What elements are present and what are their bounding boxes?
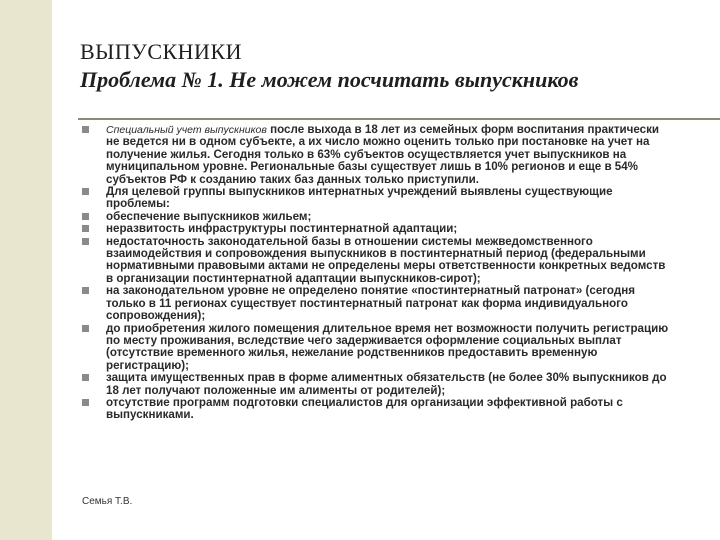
bullet-item [82, 323, 672, 373]
title-divider [78, 118, 720, 120]
left-decor-stripe [0, 0, 52, 540]
bullet-text: защита имущественных прав в форме алиментных обязательств (не более 30% выпускников до 18 лет получают положенные им алименты от родителей); [106, 371, 667, 397]
bullet-text: до приобретения жилого помещения длительное время нет возможности получить регистрацию по месту проживания, вследствие чего задерживается оформление социальных выплат (отсутствие временного жилья, нежелание родственников предоставить временную регистрацию); [106, 321, 669, 372]
bullet-item [82, 285, 672, 322]
bullet-text: неразвитость инфраструктуры постинтернатной адаптации; [106, 222, 458, 236]
bullet-text: недостаточность законодательной базы в отношении системы межведомственного взаимодействия и сопровождения выпускников в постинтернатный период (федеральными нормативными правовыми актами не определены меры ответственности конкретных ведомств в организации постинтернатной адаптации выпускников-сирот); [106, 234, 666, 285]
square-bullet-icon [82, 287, 89, 294]
author-credit: Семья Т.В. [82, 496, 133, 507]
bullet-list [82, 124, 672, 422]
square-bullet-icon [82, 213, 89, 220]
slide-title [80, 38, 578, 94]
bullet-text: на законодательном уровне не определено понятие «постинтернатный патронат» (сегодня только в 11 регионах существует постинтернатный патронат как форма индивидуального сопровождения); [106, 284, 635, 323]
square-bullet-icon [82, 325, 89, 332]
bullet-text: обеспечение выпускников жильем; [106, 209, 312, 223]
title-heading: ВЫПУСКНИКИ [80, 39, 243, 64]
bullet-item [82, 372, 672, 397]
bullet-item [82, 397, 672, 422]
square-bullet-icon [82, 374, 89, 381]
bullet-item [82, 236, 672, 286]
title-subheading: Проблема № 1. Не можем посчитать выпускников [80, 67, 579, 92]
bullet-item [82, 124, 672, 186]
bullet-text: отсутствие программ подготовки специалистов для организации эффективной работы с выпускниками. [106, 395, 623, 422]
bullet-text: после выхода в 18 лет из семейных форм воспитания практически не ведется ни в одном субъекте, а их число можно оценить только при постановке на учет на получение жилья. Сегодня только в 63% субъектов осуществляется учет выпускников на муниципальном уровне. Региональные базы существует лишь в 10% регионов и еще в 54% субъектов РФ к созданию таких баз данных только приступили. [106, 123, 660, 186]
square-bullet-icon [82, 399, 89, 406]
bullet-item [82, 186, 672, 211]
square-bullet-icon [82, 238, 89, 245]
bullet-lead: Специальный учет выпускников [106, 124, 267, 136]
square-bullet-icon [82, 188, 89, 195]
square-bullet-icon [82, 126, 89, 133]
square-bullet-icon [82, 225, 89, 232]
bullet-text: Для целевой группы выпускников интернатных учреждений выявлены существующие проблемы: [106, 185, 613, 211]
